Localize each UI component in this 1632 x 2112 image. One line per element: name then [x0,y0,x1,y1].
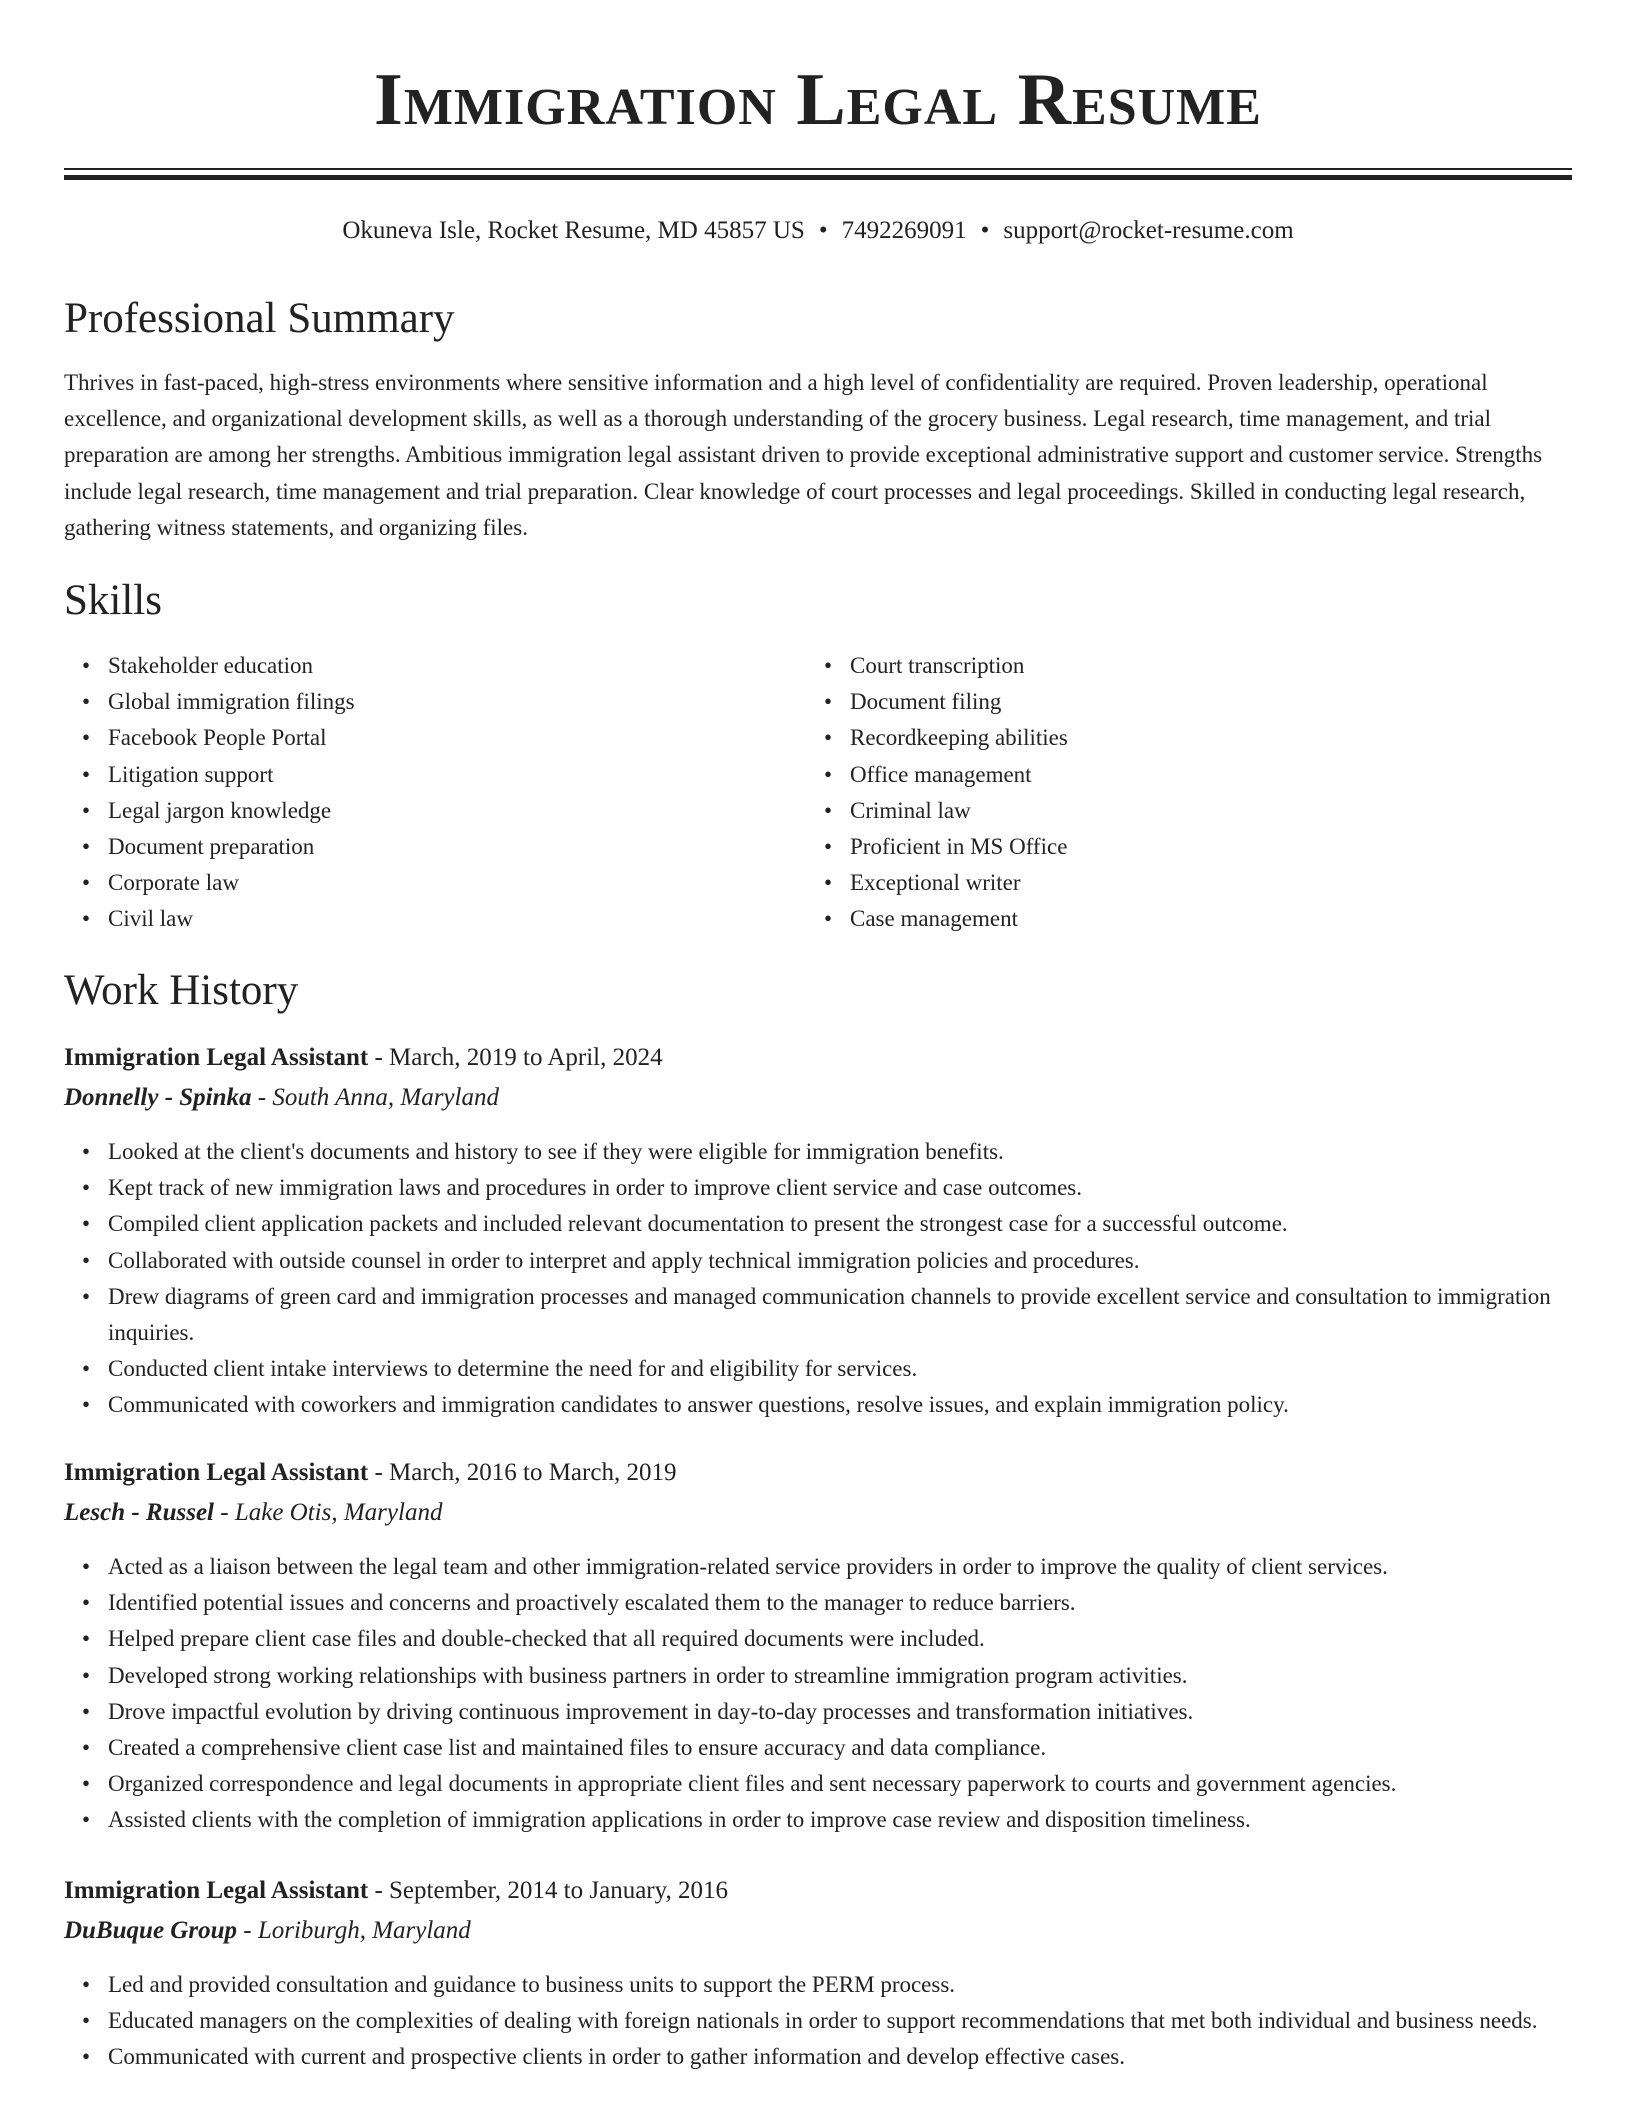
job-bullet: • Assisted clients with the completion of immigration applications in order to improve case review and disposition timeliness. [108,1802,1572,1838]
job-dates: March, 2019 to April, 2024 [389,1044,663,1071]
skills-list-right [806,648,1550,938]
job-dash: - [368,1877,390,1904]
skill-item: • Facebook People Portal [108,720,808,756]
job-title-line [64,1040,663,1076]
job-company: DuBuque Group [64,1917,237,1944]
skill-item: • Corporate law [108,865,808,901]
title-divider-thin [64,168,1572,170]
job-dash: - [214,1499,235,1526]
job-title: Immigration Legal Assistant [64,1459,369,1486]
job-bullet: • Educated managers on the complexities of dealing with foreign nationals in order to support recommendations that met both individual and business needs. [108,2003,1572,2039]
job-dash: - [251,1084,273,1111]
job-location: South Anna, Maryland [272,1084,499,1111]
skills-heading: Skills [64,577,162,624]
job-bullet: • Collaborated with outside counsel in order to interpret and apply technical immigration policies and procedures. [108,1243,1572,1279]
job-bullet: • Compiled client application packets and included relevant documentation to present the strongest case for a successful outcome. [108,1206,1572,1242]
job-dates: March, 2016 to March, 2019 [389,1459,677,1486]
work-heading: Work History [64,967,299,1014]
job-bullet: • Looked at the client's documents and history to see if they were eligible for immigration benefits. [108,1134,1572,1170]
job-title: Immigration Legal Assistant [64,1877,369,1904]
summary-text: Thrives in fast-paced, high-stress environments where sensitive information and a high level of confidentiality are required. Proven leadership, operational excellence, and organizational development skills, as well as a thorough understanding of the grocery business. Legal research, time management, and trial preparation are among her strengths. Ambitious immigration legal assistant driven to provide exceptional administrative support and customer service. Strengths include legal research, time management and trial preparation. Clear knowledge of court processes and legal proceedings. Skilled in conducting legal research, gathering witness statements, and organizing files. [64,370,1543,540]
job-bullet: • Created a comprehensive client case list and maintained files to ensure accuracy and data compliance. [108,1730,1572,1766]
skill-item: • Office management [850,757,1550,793]
job-bullet: • Communicated with current and prospective clients in order to gather information and develop effective cases. [108,2039,1572,2075]
job-dash: - [236,1917,258,1944]
job-employer-line [64,1913,471,1949]
skill-item: • Document filing [850,684,1550,720]
resume-title: Immigration Legal Resume [374,59,1262,141]
skill-item: • Criminal law [850,793,1550,829]
job-company: Lesch - Russel [64,1499,214,1526]
job-title-line [64,1455,676,1491]
summary-heading: Professional Summary [64,295,455,342]
skill-item: • Court transcription [850,648,1550,684]
job-dash: - [368,1044,390,1071]
contact-separator: • [980,217,990,244]
skill-item: • Litigation support [108,757,808,793]
job-employer-line [64,1080,499,1116]
skill-item: • Global immigration filings [108,684,808,720]
skills-list-left [64,648,808,938]
skill-item: • Document preparation [108,829,808,865]
skill-item: • Case management [850,901,1550,937]
skill-item: • Recordkeeping abilities [850,720,1550,756]
job-bullet: • Helped prepare client case files and double-checked that all required documents were included. [108,1621,1572,1657]
job-bullet: • Drew diagrams of green card and immigration processes and managed communication channels to provide excellent service and consultation to immigration inquiries. [108,1279,1572,1351]
skill-item: • Civil law [108,901,808,937]
job-bullet: • Acted as a liaison between the legal team and other immigration-related service providers in order to improve the quality of client services. [108,1549,1572,1585]
contact-address: Okuneva Isle, Rocket Resume, MD 45857 US [342,217,805,244]
job-title: Immigration Legal Assistant [64,1044,369,1071]
job-bullet: • Developed strong working relationships with business partners in order to streamline immigration program activities. [108,1658,1572,1694]
job-bullet: • Conducted client intake interviews to determine the need for and eligibility for services. [108,1351,1572,1387]
job-employer-line [64,1495,442,1531]
job-dash: - [368,1459,390,1486]
skill-item: • Legal jargon knowledge [108,793,808,829]
skill-item: • Stakeholder education [108,648,808,684]
job-bullet: • Led and provided consultation and guidance to business units to support the PERM process. [108,1967,1572,2003]
contact-line [64,214,1572,248]
job-bullet: • Identified potential issues and concerns and proactively escalated them to the manager to reduce barriers. [108,1585,1572,1621]
job-dates: September, 2014 to January, 2016 [389,1877,728,1904]
job-bullets [64,1134,1572,1424]
job-title-line [64,1873,728,1909]
job-company: Donnelly - Spinka [64,1084,252,1111]
job-bullets [64,1549,1572,1839]
contact-phone: 7492269091 [841,217,967,244]
job-bullet: • Kept track of new immigration laws and procedures in order to improve client service and case outcomes. [108,1170,1572,1206]
title-divider-thick [64,175,1572,180]
skill-item: • Proficient in MS Office [850,829,1550,865]
resume-page [64,0,1572,2070]
job-location: Loriburgh, Maryland [257,1917,471,1944]
job-bullets [64,1967,1572,2076]
job-bullet: • Communicated with coworkers and immigration candidates to answer questions, resolve issues, and explain immigration policy. [108,1387,1572,1423]
skill-item: • Exceptional writer [850,865,1550,901]
contact-email[interactable]: support@rocket-resume.com [1003,217,1294,244]
contact-separator: • [818,217,828,244]
job-bullet: • Organized correspondence and legal documents in appropriate client files and sent necessary paperwork to courts and government agencies. [108,1766,1572,1802]
job-location: Lake Otis, Maryland [234,1499,443,1526]
job-bullet: • Drove impactful evolution by driving continuous improvement in day-to-day processes and transformation initiatives. [108,1694,1572,1730]
